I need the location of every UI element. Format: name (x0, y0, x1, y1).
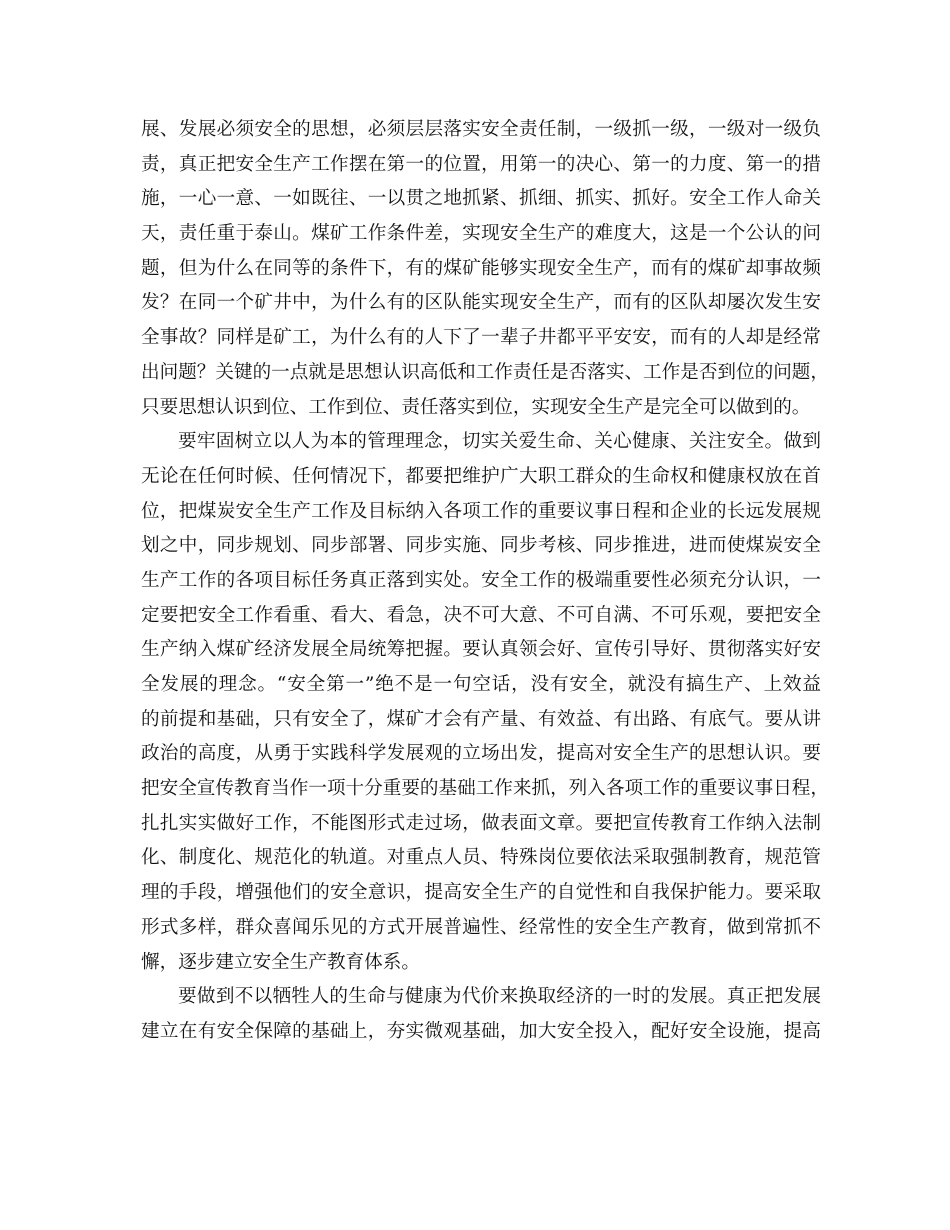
text-line: 理的手段，增强他们的安全意识，提高安全生产的自觉性和自我保护能力。要采取 (141, 882, 821, 904)
text-line: 天，责任重于泰山。煤矿工作条件差，实现安全生产的难度大，这是一个公认的问 (141, 223, 821, 245)
text-line: 建立在有安全保障的基础上，夯实微观基础，加大安全投入，配好安全设施，提高 (141, 1020, 821, 1042)
text-line: 要牢固树立以人为本的管理理念，切实关爱生命、关心健康、关注安全。做到 (178, 431, 821, 453)
body-text (141, 113, 829, 1050)
text-line: 的前提和基础，只有安全了，煤矿才会有产量、有效益、有出路、有底气。要从讲 (141, 708, 821, 730)
text-line: 位，把煤炭安全生产工作及目标纳入各项工作的重要议事日程和企业的长远发展规 (141, 500, 821, 522)
text-line: 责，真正把安全生产工作摆在第一的位置，用第一的决心、第一的力度、第一的措 (141, 153, 821, 175)
text-line: 生产纳入煤矿经济发展全局统筹把握。要认真领会好、宣传引导好、贯彻落实好安 (141, 639, 821, 661)
text-line: 定要把安全工作看重、看大、看急，决不可大意、不可自满、不可乐观，要把安全 (141, 604, 821, 626)
text-line: 生产工作的各项目标任务真正落到实处。安全工作的极端重要性必须充分认识，一 (141, 569, 821, 591)
text-line: 划之中，同步规划、同步部署、同步实施、同步考核、同步推进，进而使煤炭安全 (141, 535, 821, 557)
text-line: 题，但为什么在同等的条件下，有的煤矿能够实现安全生产，而有的煤矿却事故频 (141, 257, 821, 279)
text-line: 全发展的理念。“安全第一”绝不是一句空话，没有安全，就没有搞生产、上效益 (141, 674, 821, 695)
text-line: 把安全宣传教育当作一项十分重要的基础工作来抓，列入各项工作的重要议事日程， (141, 778, 829, 800)
text-line: 出问题？关键的一点就是思想认识高低和工作责任是否落实、工作是否到位的问题， (141, 361, 829, 383)
text-line: 形式多样，群众喜闻乐见的方式开展普遍性、经常性的安全生产教育，做到常抓不 (141, 916, 821, 938)
text-line: 无论在任何时候、任何情况下，都要把维护广大职工群众的生命权和健康权放在首 (141, 465, 821, 487)
text-line: 扎扎实实做好工作，不能图形式走过场，做表面文章。要把宣传教育工作纳入法制 (141, 812, 821, 834)
text-line: 只要思想认识到位、工作到位、责任落实到位，实现安全生产是完全可以做到的。 (141, 396, 811, 418)
text-line: 要做到不以牺牲人的生命与健康为代价来换取经济的一时的发展。真正把发展 (178, 986, 821, 1008)
text-line: 施，一心一意、一如既往、一以贯之地抓紧、抓细、抓实、抓好。安全工作人命关 (141, 188, 821, 210)
text-line: 化、制度化、规范化的轨道。对重点人员、特殊岗位要依法采取强制教育，规范管 (141, 847, 821, 869)
text-line: 全事故？同样是矿工，为什么有的人下了一辈子井都平平安安，而有的人却是经常 (141, 327, 821, 349)
text-line: 发？在同一个矿井中，为什么有的区队能实现安全生产，而有的区队却屡次发生安 (141, 292, 821, 314)
text-line: 懈，逐步建立安全生产教育体系。 (141, 951, 420, 973)
text-line: 展、发展必须安全的思想，必须层层落实安全责任制，一级抓一级，一级对一级负 (141, 119, 821, 140)
text-line: 政治的高度，从勇于实践科学发展观的立场出发，提高对安全生产的思想认识。要 (141, 743, 821, 765)
